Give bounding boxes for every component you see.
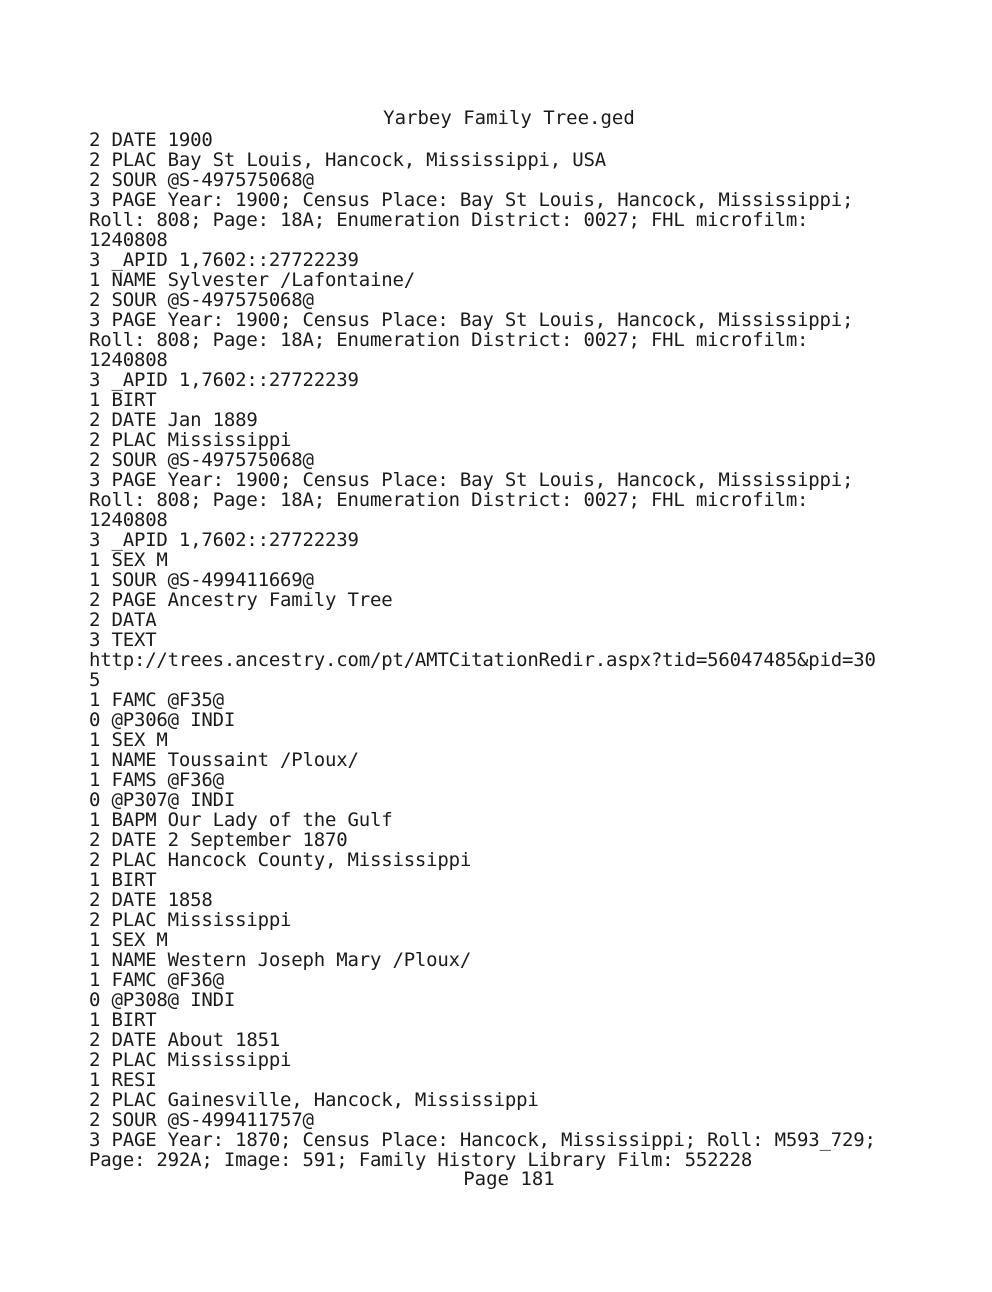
gedcom-line: 2 SOUR @S-499411757@: [89, 1109, 314, 1131]
gedcom-line: 2 PLAC Hancock County, Mississippi: [89, 849, 472, 871]
gedcom-line: 3 _APID 1,7602::27722239: [89, 369, 359, 391]
gedcom-line: 2 PLAC Mississippi: [89, 909, 292, 931]
gedcom-line: 2 SOUR @S-497575068@: [89, 449, 314, 471]
gedcom-line: 1 BAPM Our Lady of the Gulf: [89, 809, 393, 831]
gedcom-line: Roll: 808; Page: 18A; Enumeration District: 0027; FHL microfilm:: [89, 489, 809, 511]
gedcom-line: 3 PAGE Year: 1900; Census Place: Bay St Louis, Hancock, Mississippi;: [89, 309, 854, 331]
gedcom-line: 5: [89, 669, 101, 691]
gedcom-line: 2 DATE 2 September 1870: [89, 829, 348, 851]
gedcom-line: 1 SEX M: [89, 549, 168, 571]
gedcom-line: Page: 292A; Image: 591; Family History Library Film: 552228: [89, 1149, 753, 1171]
gedcom-line: 2 DATA: [89, 609, 157, 631]
gedcom-line: 1240808: [89, 229, 168, 251]
gedcom-line: 2 DATE About 1851: [89, 1029, 281, 1051]
gedcom-line: 2 DATE 1858: [89, 889, 213, 911]
gedcom-line: 2 PLAC Bay St Louis, Hancock, Mississippi, USA: [89, 149, 606, 171]
gedcom-line: 1240808: [89, 509, 168, 531]
gedcom-line: 1 SOUR @S-499411669@: [89, 569, 314, 591]
gedcom-line: 1 NAME Western Joseph Mary /Ploux/: [89, 949, 472, 971]
gedcom-line: 1 FAMS @F36@: [89, 769, 224, 791]
gedcom-line: 2 DATE Jan 1889: [89, 409, 258, 431]
gedcom-line: 1 BIRT: [89, 389, 157, 411]
gedcom-line: 0 @P307@ INDI: [89, 789, 236, 811]
gedcom-line: 2 PLAC Mississippi: [89, 429, 292, 451]
gedcom-line: 1 NAME Toussaint /Ploux/: [89, 749, 359, 771]
gedcom-line: 1 FAMC @F35@: [89, 689, 224, 711]
gedcom-line: 2 PLAC Mississippi: [89, 1049, 292, 1071]
gedcom-line: 1 BIRT: [89, 869, 157, 891]
gedcom-line: 1 BIRT: [89, 1009, 157, 1031]
gedcom-line: 1240808: [89, 349, 168, 371]
gedcom-line: 3 PAGE Year: 1900; Census Place: Bay St Louis, Hancock, Mississippi;: [89, 189, 854, 211]
gedcom-line: 3 TEXT: [89, 629, 157, 651]
gedcom-line: 3 PAGE Year: 1900; Census Place: Bay St Louis, Hancock, Mississippi;: [89, 469, 854, 491]
gedcom-line: 1 FAMC @F36@: [89, 969, 224, 991]
gedcom-line: 2 PLAC Gainesville, Hancock, Mississippi: [89, 1089, 539, 1111]
gedcom-line: 3 _APID 1,7602::27722239: [89, 529, 359, 551]
gedcom-line: 3 _APID 1,7602::27722239: [89, 249, 359, 271]
gedcom-line: 0 @P306@ INDI: [89, 709, 236, 731]
gedcom-line: 1 NAME Sylvester /Lafontaine/: [89, 269, 415, 291]
gedcom-line: 0 @P308@ INDI: [89, 989, 236, 1011]
gedcom-line: Roll: 808; Page: 18A; Enumeration District: 0027; FHL microfilm:: [89, 329, 809, 351]
gedcom-line: Roll: 808; Page: 18A; Enumeration District: 0027; FHL microfilm:: [89, 209, 809, 231]
document-title: Yarbey Family Tree.ged: [383, 107, 635, 129]
gedcom-line: 3 PAGE Year: 1870; Census Place: Hancock, Mississippi; Roll: M593_729;: [89, 1129, 876, 1151]
gedcom-line: 1 RESI: [89, 1069, 157, 1091]
gedcom-line: 1 SEX M: [89, 929, 168, 951]
gedcom-line: http://trees.ancestry.com/pt/AMTCitationRedir.aspx?tid=56047485&pid=30: [89, 649, 876, 671]
gedcom-line: 2 SOUR @S-497575068@: [89, 169, 314, 191]
gedcom-text-body: [89, 130, 979, 1170]
page-number: Page 181: [463, 1168, 555, 1190]
gedcom-line: 2 SOUR @S-497575068@: [89, 289, 314, 311]
gedcom-line: 2 DATE 1900: [89, 129, 213, 151]
gedcom-line: 2 PAGE Ancestry Family Tree: [89, 589, 393, 611]
gedcom-line: 1 SEX M: [89, 729, 168, 751]
